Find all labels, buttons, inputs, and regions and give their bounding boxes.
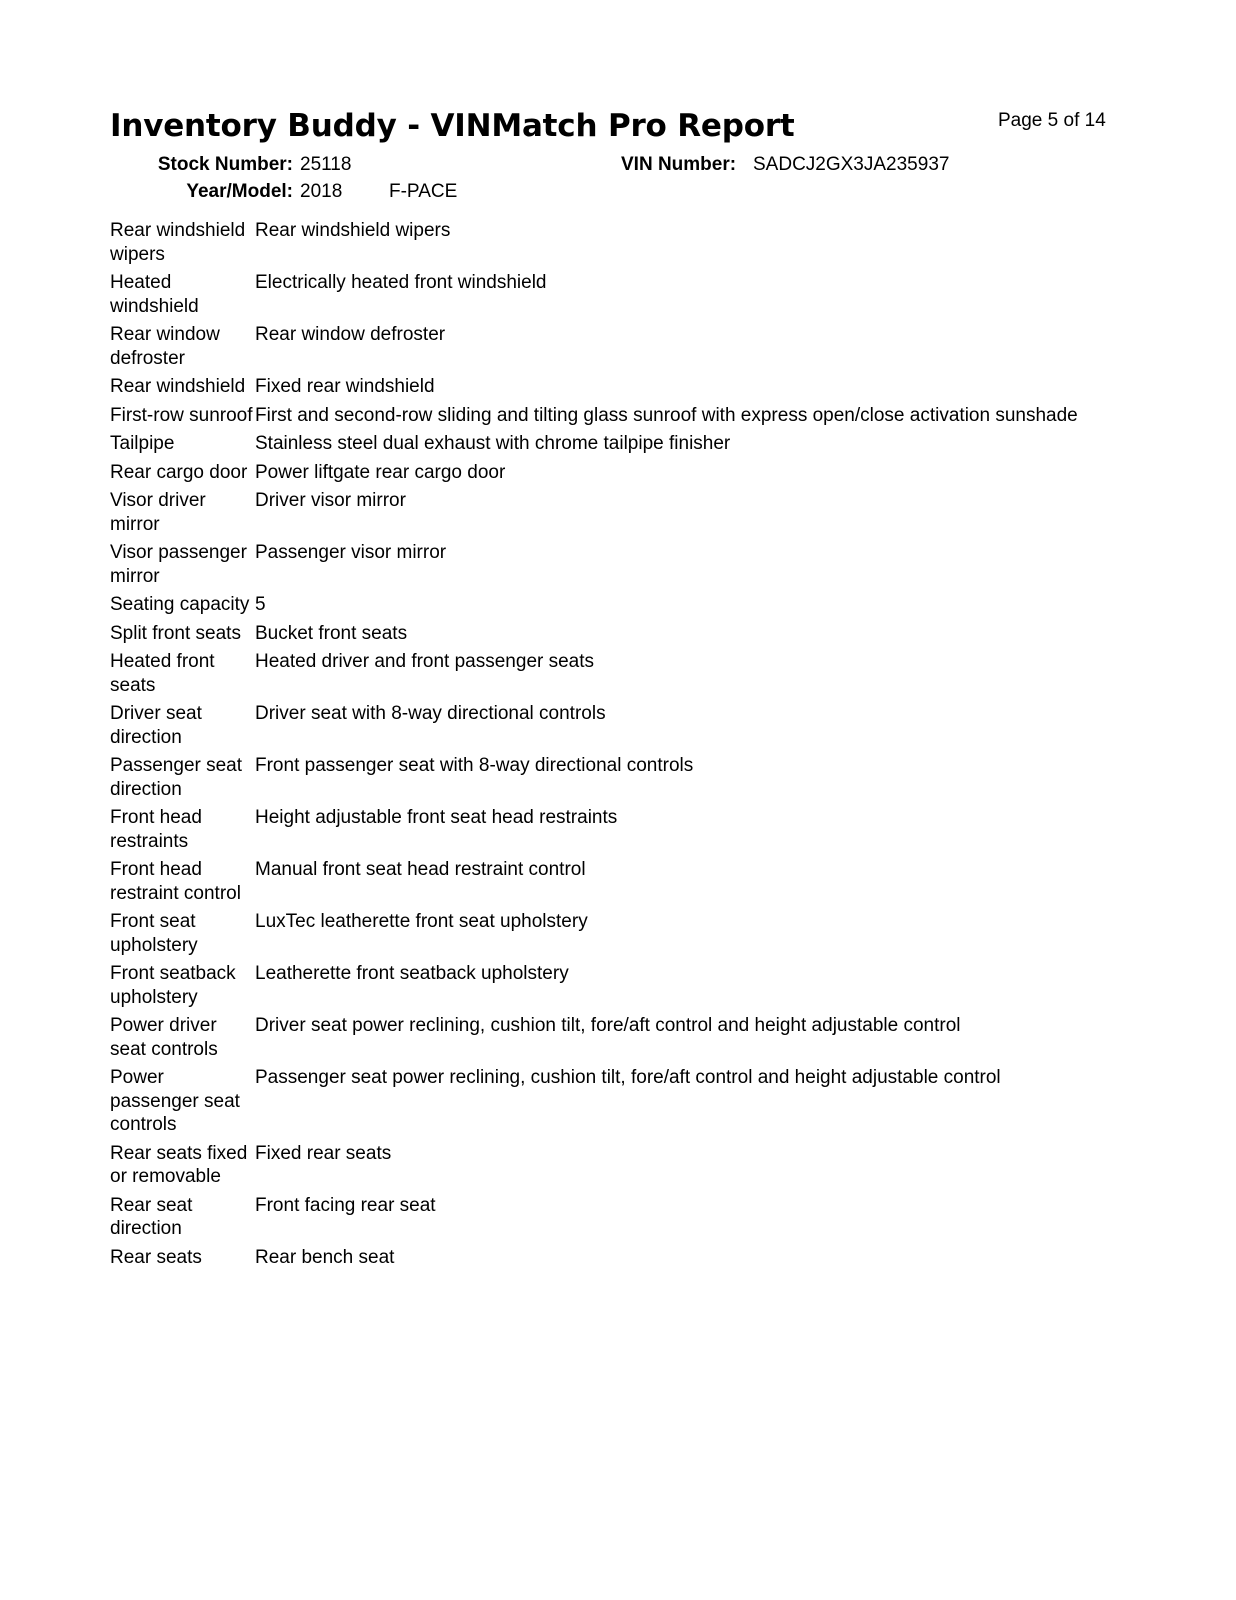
feature-value: Height adjustable front seat head restraints: [255, 807, 618, 828]
table-row: [110, 962, 1110, 1014]
feature-name: Visor driver mirror: [110, 490, 206, 535]
feature-value: Front passenger seat with 8-way directional controls: [255, 755, 694, 776]
table-row: [110, 432, 1110, 461]
feature-name: Rear seats fixed or removable: [110, 1142, 248, 1187]
report-title: Inventory Buddy - VINMatch Pro Report: [110, 108, 795, 144]
table-row: [110, 375, 1110, 404]
feature-value: Leatherette front seatback upholstery: [255, 963, 569, 984]
table-row: [110, 1066, 1110, 1142]
table-row: [110, 461, 1110, 490]
feature-name: Heated front seats: [110, 651, 215, 696]
table-row: [110, 622, 1110, 651]
feature-name: Rear windshield wipers: [110, 220, 246, 265]
feature-name: Tailpipe: [110, 433, 175, 454]
table-row: [110, 754, 1110, 806]
stock-number-label: Stock Number:: [157, 154, 293, 175]
feature-name: First-row sunroof: [110, 404, 253, 426]
feature-value: 5: [255, 594, 266, 615]
table-row: [110, 910, 1110, 962]
feature-name: Rear window defroster: [110, 324, 220, 369]
feature-name: Front head restraints: [110, 807, 202, 852]
feature-name: Rear seats: [110, 1246, 202, 1268]
stock-number-value: 25118: [300, 154, 352, 175]
feature-name: Driver seat direction: [110, 703, 202, 748]
feature-value: Driver seat with 8-way directional controls: [255, 703, 606, 724]
feature-value: Fixed rear seats: [255, 1142, 392, 1164]
feature-name: Rear windshield: [110, 376, 246, 397]
table-row: [110, 404, 1110, 433]
feature-value: Rear windshield wipers: [255, 220, 451, 241]
table-row: [110, 1014, 1110, 1066]
feature-value: Power liftgate rear cargo door: [255, 461, 506, 483]
feature-name: Front seatback upholstery: [110, 963, 236, 1008]
table-row: [110, 1142, 1110, 1194]
table-row: [110, 271, 1110, 323]
model-value: F-PACE: [389, 181, 458, 202]
spec-table-body: [110, 219, 1110, 1274]
year-model-label: Year/Model:: [186, 181, 293, 202]
feature-value: Rear window defroster: [255, 324, 446, 345]
table-row: [110, 702, 1110, 754]
feature-value: Rear bench seat: [255, 1246, 395, 1268]
table-row: [110, 1246, 1110, 1275]
spec-table: [110, 219, 1110, 1274]
page-number: Page 5 of 14: [998, 110, 1106, 131]
feature-value: Driver visor mirror: [255, 490, 406, 511]
feature-name: Split front seats: [110, 622, 241, 644]
feature-name: Front head restraint control: [110, 859, 241, 904]
feature-name: Power driver seat controls: [110, 1015, 218, 1060]
feature-name: Passenger seat direction: [110, 755, 243, 800]
table-row: [110, 650, 1110, 702]
feature-value: Bucket front seats: [255, 622, 408, 644]
vin-number-label: VIN Number:: [621, 154, 737, 175]
feature-value: Heated driver and front passenger seats: [255, 651, 595, 672]
feature-name: Rear cargo door: [110, 461, 248, 483]
feature-value: Front facing rear seat: [255, 1194, 436, 1216]
table-row: [110, 219, 1110, 271]
table-row: [110, 1194, 1110, 1246]
year-value: 2018: [300, 181, 343, 202]
feature-value: Electrically heated front windshield: [255, 272, 547, 293]
table-row: [110, 593, 1110, 622]
table-row: [110, 489, 1110, 541]
table-row: [110, 541, 1110, 593]
feature-value: Manual front seat head restraint control: [255, 859, 586, 880]
feature-name: Rear seat direction: [110, 1194, 193, 1239]
feature-value: Stainless steel dual exhaust with chrome tailpipe finisher: [255, 433, 731, 454]
feature-name: Front seat upholstery: [110, 911, 198, 956]
table-row: [110, 858, 1110, 910]
table-row: [110, 806, 1110, 858]
feature-name: Heated windshield: [110, 272, 199, 317]
feature-value: Passenger seat power reclining, cushion tilt, fore/aft control and height adjustable control: [255, 1067, 1001, 1088]
feature-name: Visor passenger mirror: [110, 542, 247, 587]
feature-value: First and second-row sliding and tilting glass sunroof with express open/close activation sunshade: [255, 404, 1078, 426]
vin-number-value: SADCJ2GX3JA235937: [753, 154, 950, 175]
feature-name: Seating capacity: [110, 594, 250, 615]
feature-value: Passenger visor mirror: [255, 542, 447, 563]
feature-name: Power passenger seat controls: [110, 1067, 240, 1135]
table-row: [110, 323, 1110, 375]
feature-value: LuxTec leatherette front seat upholstery: [255, 911, 588, 932]
feature-value: Driver seat power reclining, cushion tilt, fore/aft control and height adjustable control: [255, 1015, 961, 1036]
feature-value: Fixed rear windshield: [255, 376, 435, 397]
